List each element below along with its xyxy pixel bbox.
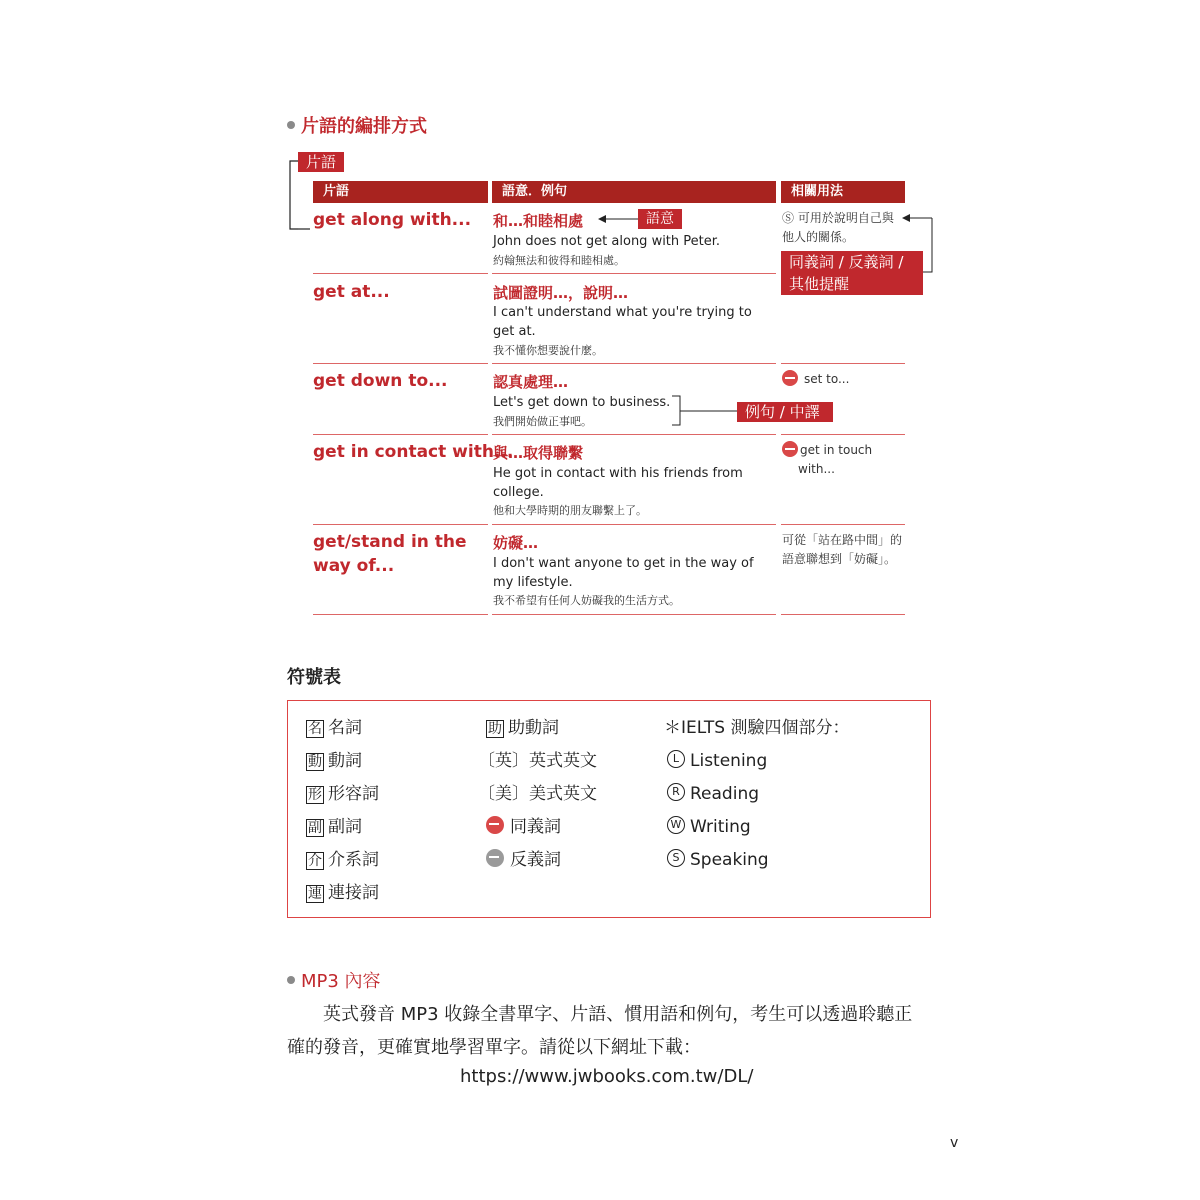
- synonym-icon: [486, 816, 504, 834]
- phrase-1: get along with...: [313, 210, 472, 230]
- symbol-writing: [667, 816, 751, 838]
- symbol-reading: [667, 783, 759, 805]
- adjective-label: 形容詞: [328, 784, 379, 804]
- adverb-mark: 副: [308, 820, 322, 836]
- mp3-line2: 確的發音，更確實地學習單字。請從以下網址下載：: [287, 1037, 701, 1058]
- header-related: 相關用法: [781, 181, 905, 203]
- row-divider: [313, 434, 488, 435]
- example-2: I can't understand what you're trying to get at.: [493, 305, 752, 339]
- symbols-title: 符號表: [287, 667, 341, 688]
- symbol-speaking: [667, 849, 769, 871]
- phrase-3: get down to...: [313, 371, 448, 391]
- antonym-icon: [486, 849, 504, 867]
- related-3: [782, 370, 912, 389]
- phrase-5: get/stand in the way of...: [313, 532, 467, 576]
- row-divider: [492, 363, 776, 364]
- antonym-label: 反義詞: [510, 850, 561, 870]
- related-4: [782, 441, 892, 479]
- meaning-3: 認真處理…: [493, 373, 569, 391]
- conjunction-label: 連接詞: [328, 883, 379, 903]
- phrase-tag: 片語: [298, 152, 344, 172]
- synonym-icon: [782, 370, 798, 386]
- adjective-mark: 形: [308, 787, 322, 803]
- mp3-line1: 英式發音 MP3 收錄全書單字、片語、慣用語和例句，考生可以透過聆聽正: [323, 1004, 913, 1025]
- example-4: He got in contact with his friends from college.: [493, 466, 743, 500]
- meaning-5: 妨礙…: [493, 534, 539, 552]
- american-mark: 〔美〕: [478, 784, 529, 804]
- listening-label: Listening: [690, 751, 768, 771]
- example-3: Let's get down to business.: [493, 395, 671, 410]
- translation-5: 我不希望有任何人妨礙我的生活方式。: [493, 594, 680, 607]
- british-label: 英式英文: [529, 751, 597, 771]
- related-4-text: get in touch with...: [798, 443, 873, 476]
- conjunction-mark: 連: [308, 886, 322, 902]
- speaking-mark: S: [667, 849, 685, 867]
- row-divider: [781, 363, 905, 364]
- example-tag: 例句 / 中譯: [737, 402, 833, 422]
- related-1: Ⓢ 可用於說明自己與他人的關係。: [782, 211, 894, 244]
- example-5: I don't want anyone to get in the way of my lifestyle.: [493, 556, 754, 590]
- arrow-left-icon: [598, 212, 640, 226]
- symbol-listening: [667, 750, 767, 772]
- row-divider: [492, 434, 776, 435]
- synonym-tag: [781, 251, 923, 295]
- header-meaning: 語意．例句: [492, 181, 776, 203]
- bullet-icon: [287, 121, 295, 129]
- preposition-label: 介系詞: [328, 850, 379, 870]
- bullet-icon: [287, 976, 295, 984]
- meaning-4: 與…取得聯繫: [493, 444, 584, 462]
- listening-mark: L: [667, 750, 685, 768]
- mp3-title: [287, 967, 381, 993]
- symbol-conjunction: [306, 882, 379, 904]
- verb-mark: 動: [308, 754, 322, 770]
- reading-label: Reading: [690, 784, 760, 804]
- bracket-connector: [668, 394, 740, 428]
- mp3-url-link[interactable]: https://www.jwbooks.com.tw/DL/: [460, 1066, 754, 1087]
- translation-2: 我不懂你想要說什麼。: [493, 344, 603, 357]
- header-phrase: 片語: [313, 181, 488, 203]
- synonym-tag-line2: 其他提醒: [789, 275, 850, 293]
- row-divider: [313, 363, 488, 364]
- row-divider: [313, 614, 488, 615]
- writing-mark: W: [667, 816, 685, 834]
- meaning-2: 試圖證明…，說明…: [493, 284, 629, 302]
- section-title: [287, 112, 427, 138]
- phrase-2: get at...: [313, 282, 390, 302]
- translation-1: 約翰無法和彼得和睦相處。: [493, 254, 625, 267]
- symbol-verb: [306, 750, 362, 772]
- row-divider: [492, 614, 776, 615]
- mp3-title-text: MP3 內容: [301, 971, 381, 992]
- symbol-adverb: [306, 816, 362, 838]
- meaning-1: 和…和睦相處: [493, 212, 584, 230]
- noun-mark: 名: [308, 721, 322, 737]
- row-divider: [313, 273, 488, 274]
- page-number: v: [950, 1135, 959, 1151]
- adverb-label: 副詞: [328, 817, 362, 837]
- section-title-text: 片語的編排方式: [301, 116, 427, 137]
- symbol-preposition: [306, 849, 379, 871]
- auxiliary-mark: 助: [488, 721, 502, 737]
- american-label: 美式英文: [529, 784, 597, 804]
- row-divider: [492, 524, 776, 525]
- related-5: 可從「站在路中間」的語意聯想到「妨礙」。: [782, 533, 903, 566]
- noun-label: 名詞: [328, 718, 362, 738]
- auxiliary-label: 助動詞: [508, 718, 559, 738]
- example-1: John does not get along with Peter.: [493, 234, 721, 249]
- british-mark: 〔英〕: [478, 751, 529, 771]
- symbol-auxiliary: [486, 717, 559, 739]
- symbol-adjective: [306, 783, 379, 805]
- symbol-american: [478, 783, 597, 805]
- translation-3: 我們開始做正事吧。: [493, 415, 592, 428]
- meaning-tag: 語意: [638, 209, 682, 229]
- symbol-synonym: [486, 816, 561, 838]
- symbol-antonym: [486, 849, 561, 871]
- row-divider: [313, 524, 488, 525]
- synonym-tag-line1: 同義詞 / 反義詞 /: [789, 253, 904, 271]
- row-divider: [492, 273, 776, 274]
- preposition-mark: 介: [308, 853, 322, 869]
- synonym-label: 同義詞: [510, 817, 561, 837]
- phrase-4: get in contact with...: [313, 442, 514, 462]
- reading-mark: R: [667, 783, 685, 801]
- row-divider: [781, 524, 905, 525]
- related-3-text: set to...: [804, 372, 850, 386]
- translation-4: 他和大學時期的朋友聯繫上了。: [493, 504, 647, 517]
- row-divider: [781, 614, 905, 615]
- row-divider: [781, 434, 905, 435]
- writing-label: Writing: [690, 817, 751, 837]
- verb-label: 動詞: [328, 751, 362, 771]
- symbol-noun: [306, 717, 362, 739]
- speaking-label: Speaking: [690, 850, 769, 870]
- symbol-british: [478, 750, 597, 772]
- synonym-icon: [782, 441, 798, 457]
- ielts-title: ＊IELTS 測驗四個部分：: [664, 718, 850, 738]
